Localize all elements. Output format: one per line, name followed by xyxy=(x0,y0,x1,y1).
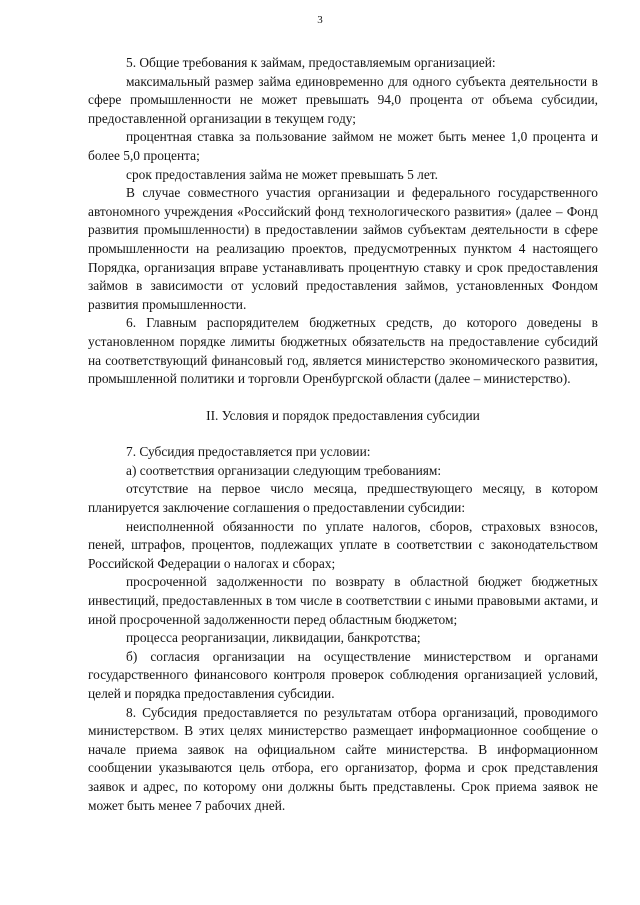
paragraph-tax-obligations: неисполненной обязанности по уплате налогов, сборов, страховых взносов, пеней, штрафов, процентов, подлежащих уплате в соответствии с законодательством Российской Федерации о налогах и сборах; xyxy=(88,518,598,571)
page-number: 3 xyxy=(317,14,323,26)
paragraph-item-7a: а) соответствия организации следующим требованиям: xyxy=(126,462,442,478)
paragraph-item-8: 8. Субсидия предоставляется по результатам отбора организаций, проводимого министерством. В этих целях министерство размещает информационное сообщение о начале приема заявок на официальном сайте министерства. В информационном сообщении указываются цель отбора, его организатор, форма и срок представления заявок и адрес, по которому они должны быть представлены. Срок приема заявок не может быть менее 7 рабочих дней. xyxy=(88,704,598,813)
paragraph-item-6: 6. Главным распорядителем бюджетных средств, до которого доведены в установленном порядке лимиты бюджетных обязательств на предоставление субсидий на соответствующий финансовый год, является министерство экономического развития, промышленной политики и торговли Оренбургской области (далее – министерство). xyxy=(88,315,598,387)
paragraph-overdue-debt: просроченной задолженности по возврату в областной бюджет бюджетных инвестиций, предоставленных в том числе в соответствии с иными правовыми актами, и иной просроченной задолженности перед областным бюджетом; xyxy=(88,574,598,627)
paragraph-joint-participation: В случае совместного участия организации и федерального государственного автономного учреждения «Российский фонд технологического развития» (далее – Фонд развития промышленности) в предоставлении займов субъектам деятельности в сфере промышленности на реализацию проектов, предусмотренных пунктом 4 настоящего Порядка, организация вправе устанавливать процентную ставку и срок предоставления займов в зависимости от условий предоставления займов, установленных Фондом развития промышленности. xyxy=(88,185,598,312)
paragraph-item-7: 7. Субсидия предоставляется при условии: xyxy=(126,444,371,460)
paragraph-interest-rate: процентная ставка за пользование займом не может быть менее 1,0 процента и более 5,0 процента; xyxy=(88,129,598,163)
paragraph-loan-term: срок предоставления займа не может превышать 5 лет. xyxy=(126,166,438,182)
paragraph-absence: отсутствие на первое число месяца, предшествующего месяцу, в котором планируется заключение соглашения о предоставлении субсидии: xyxy=(88,481,598,516)
paragraph-item-7b: б) согласия организации на осуществление министерством и органами государственного финансового контроля проверок соблюдения организацией условий, целей и порядка предоставления субсидии. xyxy=(88,648,598,701)
paragraph-item-5-title: 5. Общие требования к займам, предоставляемым организацией: xyxy=(126,55,496,70)
document-body xyxy=(88,54,598,815)
section-heading: II. Условия и порядок предоставления субсидии xyxy=(206,407,480,423)
paragraph-reorganization: процесса реорганизации, ликвидации, банкротства; xyxy=(126,630,421,646)
paragraph-max-loan: максимальный размер займа единовременно для одного субъекта деятельности в сфере промышленности не может превышать 94,0 процента от объема субсидии, предоставленной организации в текущем году; xyxy=(88,73,598,126)
